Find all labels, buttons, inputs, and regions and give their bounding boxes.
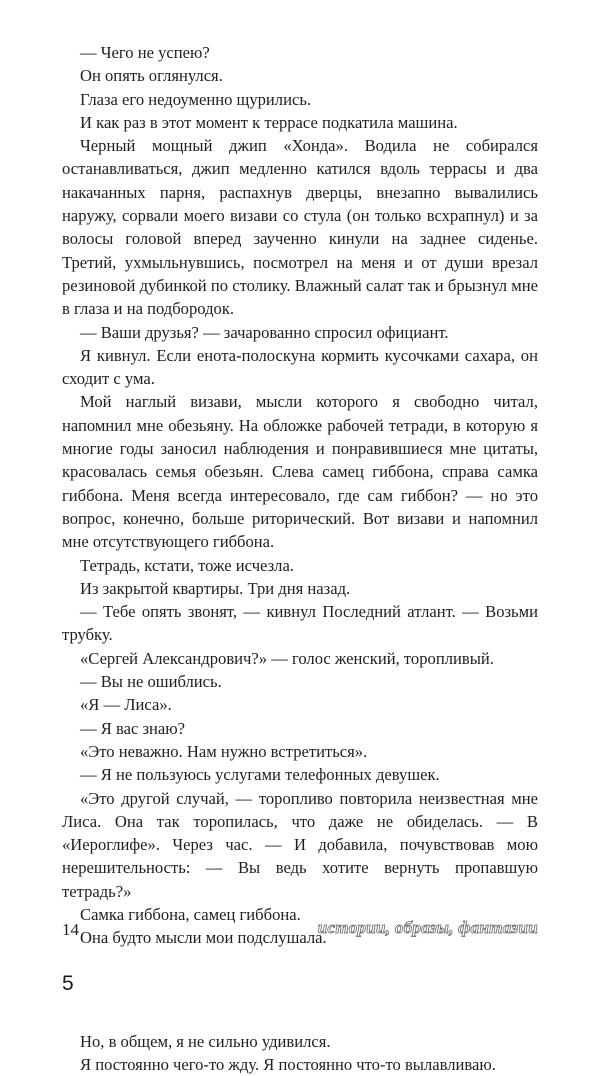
paragraph: Тетрадь, кстати, тоже исчезла. [80, 555, 294, 575]
paragraph: — Тебе опять звонят, — кивнул Последний атлант. — Возьми трубку. [62, 602, 538, 645]
paragraph: Она будто мысли мои подслушала. [80, 928, 327, 948]
paragraph: Глаза его недоуменно щурились. [80, 89, 312, 109]
paragraph: Он опять оглянулся. [80, 66, 223, 86]
paragraph: И как раз в этот момент к террасе подкатила машина. [80, 112, 458, 132]
paragraph: Самка гиббона, самец гиббона. [80, 904, 301, 924]
chapter-number: 5 [62, 971, 74, 995]
page-number: 14 [62, 920, 79, 939]
paragraph: Черный мощный джип «Хонда». Водила не собирался останавливаться, джип медленно катился вдоль террасы и два накачанных парня, распахнув дверцы, внезапно вывалились наружу, сорвали моего визави со стула (он только всхрапнул) и за волосы головой вперед заученно кинули на заднее сиденье. Третий, ухмыльнувшись, посмотрел на меня и от души врезал резиновой дубинкой по столику. Влажный салат так и брызнул мне в глаза и на подбородок. [62, 136, 538, 319]
paragraph: Я кивнул. Если енота-полоскуна кормить кусочками сахара, он сходит с ума. [62, 345, 538, 389]
paragraph: «Это неважно. Нам нужно встретиться». [80, 741, 368, 761]
paragraph: «Я — Лиса». [80, 695, 172, 715]
running-title: истории, образы, фантазии [317, 918, 538, 937]
paragraph: — Я не пользуюсь услугами телефонных девушек. [80, 765, 440, 785]
paragraph: Из закрытой квартиры. Три дня назад. [80, 578, 351, 598]
paragraph: — Ваши друзья? — зачарованно спросил официант. [80, 322, 449, 342]
paragraph: — Я вас знаю? [80, 718, 186, 738]
paragraph: — Чего не успею? [80, 43, 210, 62]
paragraph: — Вы не ошиблись. [80, 672, 222, 692]
paragraph: «Это другой случай, — торопливо повторила неизвестная мне Лиса. Она так торопилась, что даже не обиделась. — В «Иероглифе». Через час. — И добавила, почувствовав мою нерешительность: — Вы ведь хотите вернуть пропавшую тетрадь?» [62, 788, 538, 901]
paragraph: «Сергей Александрович?» — голос женский, торопливый. [80, 648, 494, 668]
paragraph: Я постоянно чего-то жду. Я постоянно что-то вылавливаю. [80, 1054, 496, 1074]
paragraph: Но, в общем, я не сильно удивился. [80, 1031, 331, 1051]
paragraph: Мой наглый визави, мысли которого я свободно читал, напомнил мне обезьяну. На обложке рабочей тетради, в которую я многие годы заносил наблюдения и понравившиеся мне цитаты, красовалась семья обезьян. Слева самец гиббона, справа самка гиббона. Меня всегда интересовало, где сам гиббон? — но это вопрос, конечно, больше риторический. Вот визави и напомнил мне отсутствующего гиббона. [62, 392, 538, 552]
